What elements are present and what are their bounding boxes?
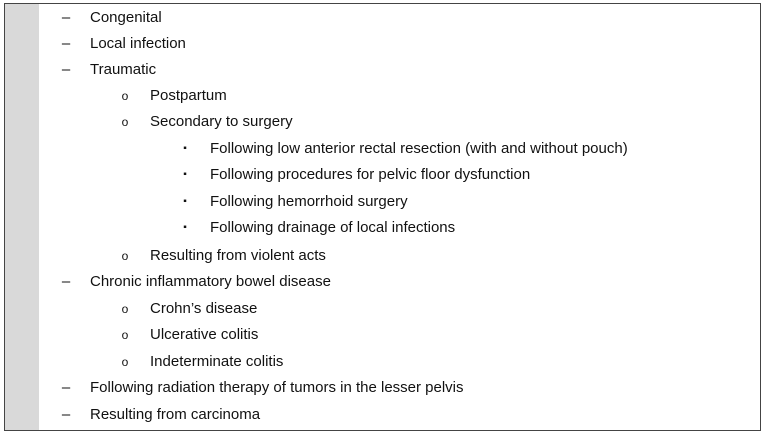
circle-bullet-icon: o	[121, 328, 129, 342]
list-item-text: Resulting from violent acts	[150, 247, 326, 264]
dash-bullet-icon: –	[61, 379, 71, 396]
list-item-text: Following low anterior rectal resection (with and without pouch)	[210, 140, 628, 157]
dash-bullet-icon: –	[61, 35, 71, 52]
list-item-text: Secondary to surgery	[150, 113, 293, 130]
dash-bullet-icon: –	[61, 273, 71, 290]
square-bullet-icon: ▪	[183, 143, 187, 154]
dash-bullet-icon: –	[61, 61, 71, 78]
square-bullet-icon: ▪	[183, 169, 187, 180]
list-item-text: Postpartum	[150, 87, 227, 104]
list-item-text: Crohn’s disease	[150, 300, 258, 317]
list-item-text: Traumatic	[90, 61, 157, 78]
circle-bullet-icon: o	[121, 89, 129, 103]
square-bullet-icon: ▪	[183, 196, 187, 207]
list-item-text: Indeterminate colitis	[150, 353, 284, 370]
list-item-text: Resulting from carcinoma	[90, 406, 261, 423]
list-item-text: Following radiation therapy of tumors in the lesser pelvis	[90, 379, 464, 396]
list-item-text: Congenital	[90, 9, 162, 26]
list-item-text: Following drainage of local infections	[210, 219, 456, 236]
dash-bullet-icon: –	[61, 9, 71, 26]
list-item-text: Local infection	[90, 35, 186, 52]
square-bullet-icon: ▪	[183, 222, 187, 233]
circle-bullet-icon: o	[121, 355, 129, 369]
list-item-text: Chronic inflammatory bowel disease	[90, 273, 331, 290]
list-item-text: Following procedures for pelvic floor dysfunction	[210, 166, 531, 183]
circle-bullet-icon: o	[121, 249, 129, 263]
document-frame	[4, 3, 761, 431]
list-item-text: Following hemorrhoid surgery	[210, 193, 408, 210]
circle-bullet-icon: o	[121, 302, 129, 316]
circle-bullet-icon: o	[121, 115, 129, 129]
cause-list	[5, 4, 760, 430]
list-item-text: Ulcerative colitis	[150, 326, 259, 343]
dash-bullet-icon: –	[61, 406, 71, 423]
